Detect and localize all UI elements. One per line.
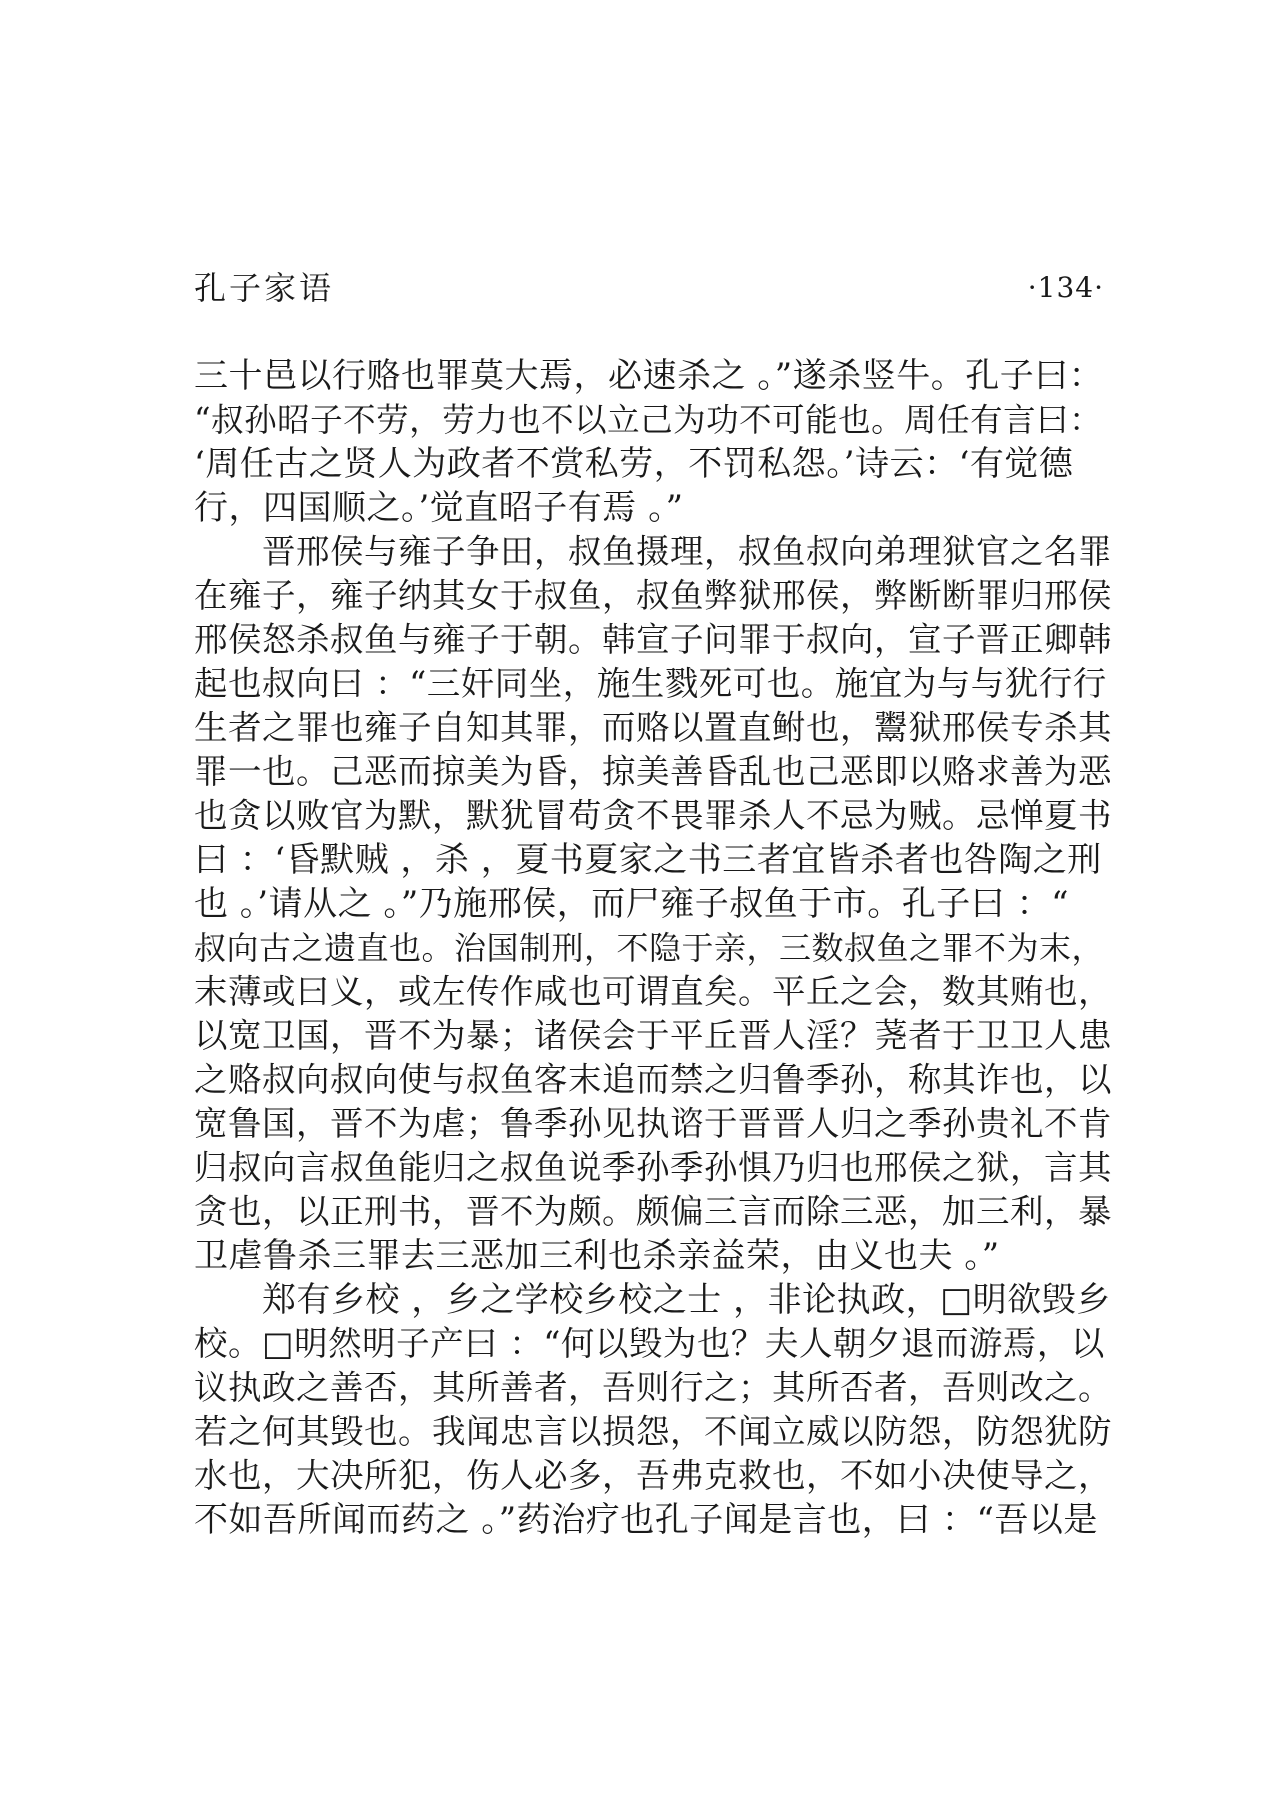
text-line: “叔孙昭子不劳，劳力也不以立己为功不可能也。周任有言曰： xyxy=(194,401,1103,439)
text-line: 邢侯怒杀叔鱼与雍子于朝。韩宣子问罪于叔向，宣子晋正卿韩 xyxy=(194,620,1112,659)
body-text xyxy=(194,354,1114,1542)
text-line: 起也叔向曰 ：“三奸同坐，施生戮死可也。施宜为与与犹行行 xyxy=(194,664,1107,703)
text-line: 若之何其毁也。我闻忠言以损怨，不闻立威以防怨，防怨犹防 xyxy=(194,1412,1112,1451)
text-line: 也 。’请从之 。”乃施邢侯，而尸雍子叔鱼于市。孔子曰 ：“ xyxy=(194,884,1069,924)
text-line: 三十邑以行赂也罪莫大焉，必速杀之 。”遂杀竖牛。孔子曰： xyxy=(194,356,1104,396)
text-line: 贪也，以正刑书，晋不为颇。颇偏三言而除三恶，加三利，暴 xyxy=(194,1192,1112,1231)
text-line: 行，四国顺之。’觉直昭子有焉 。” xyxy=(194,488,684,528)
text-line: 罪一也。己恶而掠美为昏，掠美善昏乱也己恶即以赂求善为恶 xyxy=(194,752,1112,791)
text-line: 宽鲁国，晋不为虐；鲁季孙见执谘于晋晋人归之季孙贵礼不肯 xyxy=(194,1104,1112,1143)
text-line: 曰 ：‘昏默贼 ，杀 ，夏书夏家之书三者宜皆杀者也咎陶之刑 xyxy=(194,840,1102,880)
text-line: 叔向古之遗直也。治国制刑，不隐于亲，三数叔鱼之罪不为末， xyxy=(194,929,1105,967)
text-line: 也贪以败官为默，默犹冒苟贪不畏罪杀人不忌为贼。忌惮夏书 xyxy=(194,796,1112,835)
paragraph-start-line: 郑有乡校 ，乡之学校乡校之士 ，非论执政，□明欲毁乡 xyxy=(262,1280,1111,1320)
text-line: 校。□明然明子产曰 ：“何以毁为也？夫人朝夕退而游焉，以 xyxy=(194,1324,1105,1363)
text-line: 卫虐鲁杀三罪去三恶加三利也杀亲益荣，由义也夫 。” xyxy=(194,1236,1000,1276)
text-line: 末薄或曰义，或左传作咸也可谓直矣。平丘之会，数其贿也， xyxy=(194,972,1112,1011)
text-line: 议执政之善否，其所善者，吾则行之；其所否者，吾则改之。 xyxy=(194,1368,1112,1407)
text-line: 以宽卫国，晋不为暴；诸侯会于平丘晋人淫？荛者于卫卫人患 xyxy=(194,1016,1112,1055)
book-title: 孔子家语 xyxy=(194,269,335,307)
text-line: 归叔向言叔鱼能归之叔鱼说季孙季孙惧乃归也邢侯之狱，言其 xyxy=(194,1148,1112,1187)
text-line: 水也，大决所犯，伤人必多，吾弗克救也，不如小决使导之， xyxy=(194,1456,1112,1495)
text-line: 在雍子，雍子纳其女于叔鱼，叔鱼弊狱邢侯，弊断断罪归邢侯 xyxy=(194,576,1112,615)
text-line: 之赂叔向叔向使与叔鱼客末追而禁之归鲁季孙，称其诈也，以 xyxy=(194,1060,1112,1099)
text-line: ‘周任古之贤人为政者不赏私劳，不罚私怨。’诗云：‘有觉德 xyxy=(194,444,1074,484)
running-head xyxy=(194,266,1104,310)
page-number: ·134· xyxy=(1027,271,1104,304)
paragraph-start-line: 晋邢侯与雍子争田，叔鱼摄理，叔鱼叔向弟理狱官之名罪 xyxy=(262,532,1112,571)
text-line: 生者之罪也雍子自知其罪，而赂以置直鲋也，鬻狱邢侯专杀其 xyxy=(194,708,1112,747)
text-line: 不如吾所闻而药之 。”药治疗也孔子闻是言也，曰 ：“吾以是 xyxy=(194,1500,1098,1540)
